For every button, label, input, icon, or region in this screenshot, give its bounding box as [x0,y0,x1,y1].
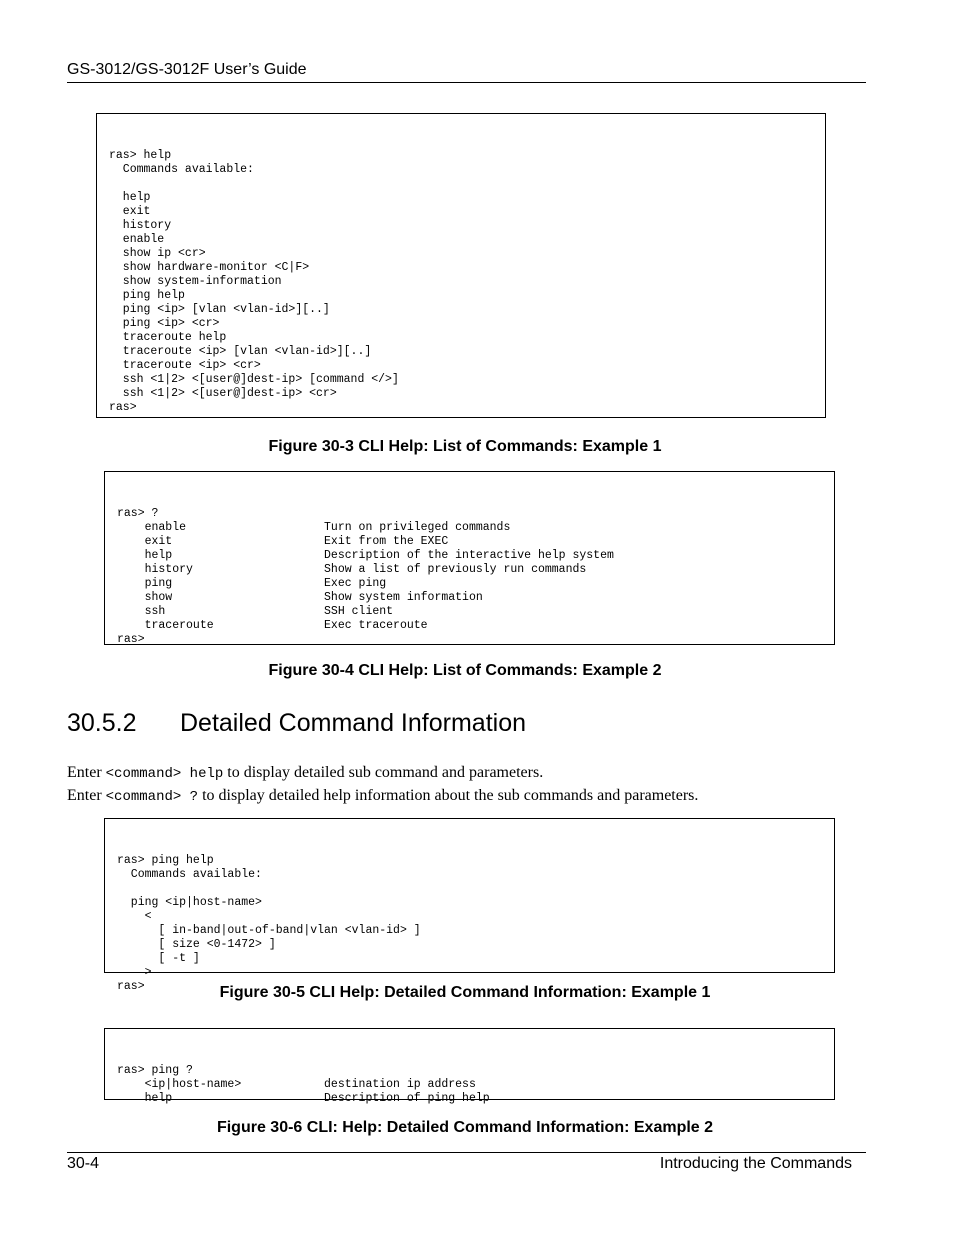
guide-title: GS-3012/GS-3012F User’s Guide [67,61,307,78]
cli-code: ras> ? enable Turn on privileged commands exit Exit from the EXEC help Description of the interactive help system history Show a list of previously run commands ping Exec ping show Show system information ssh SSH client traceroute Exec traceroute ras> [117,507,614,646]
paragraph-text: to display detailed help information about the sub commands and parameters. [198,787,699,804]
cli-code-box [104,1028,835,1105]
body-paragraph [67,763,543,784]
page-header [67,60,866,83]
figure-caption: Figure 30-3 CLI Help: List of Commands: Example 1 [268,438,662,455]
cli-code: ras> help Commands available: help exit history enable show ip <cr> show hardware-monitor <C|F> show system-information ping help ping <ip> [vlan <vlan-id>][..] ping <ip> <cr> traceroute help traceroute <ip> [vlan <vlan-id>][..] traceroute <ip> <cr> ssh <1|2> <[user@]dest-ip> [command </>] ssh <1|2> <[user@]dest-ip> <cr> ras> [109,149,399,414]
figure-caption: Figure 30-5 CLI Help: Detailed Command Information: Example 1 [219,984,711,1001]
paragraph-text: Enter [67,787,106,804]
cli-code-box [104,471,835,645]
paragraph-text: Enter [67,764,106,781]
figure-caption: Figure 30-6 CLI: Help: Detailed Command Information: Example 2 [216,1119,714,1136]
cli-code-box [96,113,826,418]
body-paragraph [67,786,698,807]
page-number: 30-4 [67,1155,100,1172]
section-title: Detailed Command Information [180,709,526,737]
section-heading [67,707,526,739]
chapter-title: Introducing the Commands [659,1155,852,1172]
figure-caption: Figure 30-4 CLI Help: List of Commands: Example 2 [268,662,662,679]
section-number: 30.5.2 [67,709,137,737]
cli-code: ras> ping ? <ip|host-name> destination ip address help Description of ping help [117,1064,490,1105]
paragraph-text: to display detailed sub command and parameters. [223,764,544,781]
cli-code: ras> ping help Commands available: ping <ip|host-name> < [ in-band|out-of-band|vlan <vlan-id> ] [ size <0-1472> ] [ -t ] > ras> [117,854,421,993]
inline-code: <command> help [105,766,224,782]
inline-code: <command> ? [105,789,199,805]
page-footer [67,1152,866,1177]
